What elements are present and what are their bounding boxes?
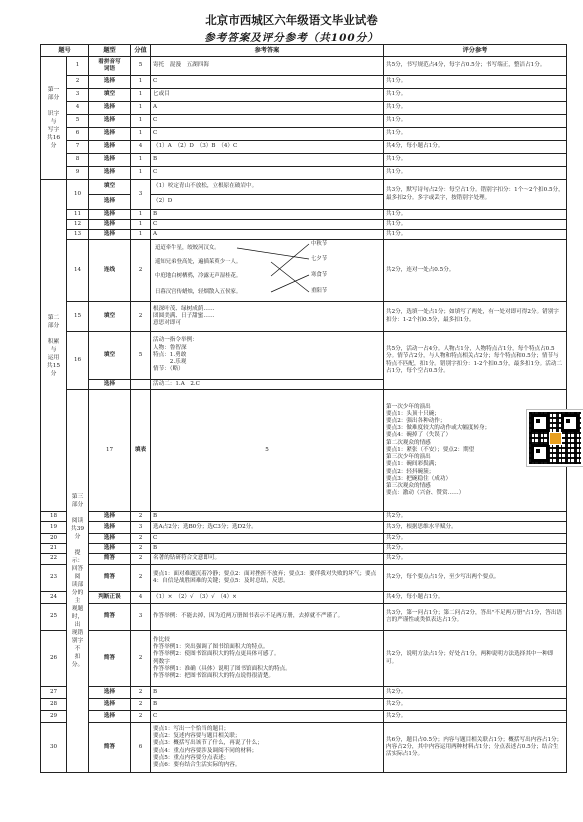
question-score: 2 [131,302,151,332]
answer-cell: 根深叶茂、绿树成荫…… 团圆美满、日子甜蜜…… 意思对即可 [151,302,384,332]
criteria-cell: 共2分。 [384,534,567,544]
question-number: 2 [67,76,89,89]
table-row [41,512,567,522]
question-type: 选择 [89,154,131,167]
question-type: 简答 [89,565,131,592]
question-number: 28 [41,699,67,711]
criteria-cell: 共3分，根据思维水平赋分。 [384,522,567,534]
answer-cell: B [151,687,384,699]
question-type: 看拼音写 词语 [89,57,131,76]
answer-cell: B [151,699,384,711]
question-score: 5 [151,390,384,512]
header-answer: 参考答案 [151,45,384,57]
question-score: 2 [131,534,151,544]
table-row [41,128,567,141]
answer-cell: （1）咬定青山不放松，立根原在破岩中。 [151,180,384,195]
answer-cell: B [151,154,384,167]
criteria-cell: 共2分，连对一处占0.5分。 [384,240,567,302]
criteria-cell: 共1分。 [384,115,567,128]
question-type: 填表 [131,390,151,512]
criteria-cell: 共4分，每小题占1分。 [384,141,567,154]
question-score: 3 [131,604,151,631]
question-number: 15 [67,302,89,332]
criteria-cell: 共2分。 [384,699,567,711]
question-number: 29 [41,711,67,723]
matching-diagram [153,241,343,301]
question-type: 选择 [89,76,131,89]
table-row [41,554,567,565]
criteria-cell: 共1分。 [384,76,567,89]
qr-code[interactable] [527,410,583,466]
question-score: 3 [131,180,151,210]
question-type: 选择 [89,195,131,210]
table-row [41,687,567,699]
question-type: 选择 [89,699,131,711]
question-score: 4 [131,592,151,604]
question-score: 2 [131,240,151,302]
table-row [41,534,567,544]
criteria-cell: 共2分，选填一处占1分；如填写了两处，有一处对即可得2分。错别字扣分：1-2个扣0.5分，最多扣1分。 [384,302,567,332]
criteria-cell: 共2分。 [384,711,567,723]
question-type: 选择 [89,512,131,522]
question-type: 选择 [89,220,131,230]
criteria-cell: 共1分。 [384,167,567,180]
answer-cell: 第一次少年的演出 要点1：头顶十只碗； 要点2：强出各种动作； 要点3：做难度较大的动作或大幅度转身； 要点4：碗掉了（失误了） 第二次观众的情感 要点1：紧张（不安）；要点2：期望 第三次少年的演出 要点1：碗间彩鬓满； 要点2：轻抖碗簇； 要点3：把碗稳住（成功） 第三次观众的情感 要点：激动（兴奋、赞赏……） [384,390,567,512]
criteria-cell: 共1分。 [384,128,567,141]
question-score: 2 [131,711,151,723]
section-label: 第一 部分 识字 与 写字 共16 分 [41,57,67,180]
table-row [41,592,567,604]
table-row [41,302,567,332]
question-number: 16 [67,332,89,390]
answer-cell: C [151,115,384,128]
question-type: 选择 [89,167,131,180]
criteria-cell: 共3分，默写诗句占2分：每空占1分。错别字扣分：1个～2个扣0.5分，最多扣2分。多字或丢字，按错别字处理。 [384,180,567,210]
criteria-cell: 共1分。 [384,102,567,115]
criteria-cell: 共5分，书写规范占4分，每字占0.5分；书写端正，整洁占1分。 [384,57,567,76]
section-label: 第三 部分 阅读 共39 分 提示： 回答阅 读部 分的主 观题 时，出 现错 别字不 扣分。 [67,390,89,773]
criteria-cell: 共1分。 [384,89,567,102]
question-type: 选择 [89,141,131,154]
question-number: 12 [67,220,89,230]
table-row [41,154,567,167]
festival-label: 中秋节 [311,240,328,247]
question-number: 27 [41,687,67,699]
criteria-cell: 共1分。 [384,230,567,240]
question-score: 5 [131,57,151,76]
question-type: 选择 [89,711,131,723]
criteria-cell: 共2分，每个要点占1分，至少写出两个要点。 [384,565,567,592]
answer-cell: B [151,544,384,554]
answer-cell: 选A占2分；选B0分；选C3分；选D2分。 [151,522,384,534]
table-row [41,604,567,631]
table-row [41,102,567,115]
question-score: 5 [131,332,151,380]
criteria-cell: 共3分，第一问占1分；第二问占2分，答出"不足两万册"占1分，答出语言的严谨性或类似表达占1分。 [384,604,567,631]
answer-cell: 匕或目 [151,89,384,102]
criteria-cell: 共2分。 [384,512,567,522]
question-score: 2 [131,554,151,565]
question-number: 13 [67,230,89,240]
criteria-cell: 共1分。 [384,154,567,167]
table-header-row [41,45,567,57]
question-type: 简答 [89,554,131,565]
table-row [41,180,567,195]
answer-cell: C [151,534,384,544]
answer-cell: 寄托 混漫 五湖四海 [151,57,384,76]
table-row [41,699,567,711]
question-score: 1 [131,76,151,89]
header-type: 题型 [89,45,131,57]
answer-cell: 活动一指令举例： 人物：鲁智深 特点：1.勇敢 2.乐观 情节：（略） [151,332,384,380]
table-row [41,167,567,180]
question-number: 6 [67,128,89,141]
answer-cell: 作比较 作答举例1：突出强调了图书馆面积大的特点。 作答举例2：使图书馆面积大的特点更具体可感了。 列数字 作答举例1：准确（具体）说明了图书馆面积大的特点。 作答举例2：把图书馆面积大的特点说得很清楚。 [151,631,384,687]
question-score: 2 [131,631,151,687]
question-number: 1 [67,57,89,76]
question-type: 选择 [89,230,131,240]
question-number: 24 [41,592,67,604]
question-number: 5 [67,115,89,128]
question-score: 2 [131,699,151,711]
table-row [41,332,567,380]
criteria-cell: 共1分。 [384,220,567,230]
question-number: 14 [67,240,89,302]
answer-cell: A [151,230,384,240]
criteria-cell: 共5分，活动一占4分。人物占1分，人物特点占1分，每个特点占0.5分。情节占2分，与人物和特点相关占2分；每个特点和0.5分；情节与特点不匹配，扣1分。错别字扣分：1-2个扣0.5分，最多扣1分。活动二占1分，每个空占0.5分。 [384,332,567,390]
question-number: 7 [67,141,89,154]
festival-label: 七夕节 [311,255,328,262]
answer-cell: C [151,220,384,230]
question-score: 1 [131,154,151,167]
table-row [41,565,567,592]
question-score: 2 [131,544,151,554]
question-number: 19 [41,522,67,534]
question-type: 填空 [89,302,131,332]
question-type: 选择 [89,544,131,554]
festival-label: 重阳节 [311,287,328,294]
question-type: 选择 [89,534,131,544]
table-row [41,57,567,76]
question-type: 填空 [89,180,131,195]
table-row [41,210,567,220]
table-row [41,76,567,89]
qr-logo-icon [549,432,562,445]
answer-cell: B [151,512,384,522]
question-number: 20 [41,534,67,544]
question-type: 选择 [89,115,131,128]
question-number: 17 [89,390,131,512]
table-row [41,723,567,773]
criteria-cell: 共4分，每小题占1分。 [384,592,567,604]
answer-cell: C [151,167,384,180]
question-type: 选择 [89,380,131,390]
answer-cell: C [151,711,384,723]
question-type: 简答 [89,604,131,631]
header-num: 题号 [41,45,89,57]
criteria-cell: 共2分。 [384,554,567,565]
answer-cell: （2）D [151,195,384,210]
question-number: 4 [67,102,89,115]
question-number: 3 [67,89,89,102]
question-score: 1 [131,89,151,102]
question-number: 26 [41,631,67,687]
question-type: 选择 [89,128,131,141]
question-number: 23 [41,565,67,592]
table-row [41,141,567,154]
criteria-cell: 共2分。 [384,687,567,699]
criteria-cell: 共1分。 [384,210,567,220]
document-title: 北京市西城区六年级语文毕业试卷 [205,13,378,27]
question-type: 选择 [89,102,131,115]
document-subtitle: 参考答案及评分参考（共100分） [204,32,379,44]
table-row [41,390,567,512]
table-row [41,631,567,687]
question-type: 简答 [89,723,131,773]
table-row [41,230,567,240]
question-score: 3 [131,522,151,534]
answer-cell: 作答举例：不能去掉，因为近两万册图书表示不足两万册，去掉就不严谨了。 [151,604,384,631]
question-score: 2 [131,512,151,522]
criteria-cell: 共2分，说明方法占1分；好处占1分，两种说明方法选择其中一种即可。 [384,631,567,687]
answer-cell: C [151,76,384,89]
poem-line: 迢迢牵牛星，皎皎河汉女。 [155,244,220,251]
question-score: 1 [131,210,151,220]
matching-lines [153,241,343,301]
question-type: 简答 [89,631,131,687]
question-type: 填空 [89,332,131,380]
answer-cell: C [151,128,384,141]
question-number: 18 [41,512,67,522]
table-row [41,89,567,102]
answer-cell: 要点1：写出一个恰当的题目； 要点2：复述内容要与题目相关联； 要点3：概括写出该节了什么，再说了什么； 要点4：重点内容要涉及调阅不同的材料； 要点5：重点内容要分点表述； 要点6：要有结合生活实际的内容。 [151,723,384,773]
question-score [131,380,151,390]
answer-cell: A [151,102,384,115]
answer-cell: 要点1：面对难题沉着冷静；要点2：面对挫折不放弃；要点3：要伴我对失败的坏气；要点4：自信是战胜困难的关键；要点5：及时总结，反思。 [151,565,384,592]
question-number: 21 [41,544,67,554]
question-number: 25 [41,604,67,631]
answer-cell: 名著的钻研符合文意即可。 [151,554,384,565]
question-score: 1 [131,128,151,141]
table-row [41,220,567,230]
answer-table [40,44,567,773]
question-number: 11 [67,210,89,220]
table-row [41,522,567,534]
criteria-cell: 共2分。 [384,544,567,554]
section-label: 第二 部分 积累 与 运用 共15 分 [41,180,67,512]
criteria-cell: 共6分，题目占0.5分；内容与题目相关联占1分；概括写出内容占1分；内容占2分，其中内容运用两种材料占1分；分点表述占0.5分；结合生活实际占1分。 [384,723,567,773]
header-criteria: 评分参考 [384,45,567,57]
poem-line: 中庭地白树栖鸦，冷露无声湿桂花。 [155,272,242,279]
festival-label: 寒食节 [311,271,328,278]
answer-cell: （1）× （2）√ （3）√ （4）× [151,592,384,604]
question-score: 1 [131,220,151,230]
question-type: 填空 [89,89,131,102]
question-score: 1 [131,167,151,180]
question-type: 选择 [89,210,131,220]
poem-line: 遥知兄弟登高处，遍插茱萸少一人。 [155,258,242,265]
question-number: 30 [41,723,67,773]
question-score: 4 [131,141,151,154]
question-score: 2 [131,565,151,592]
question-number: 8 [67,154,89,167]
question-score: 1 [131,115,151,128]
question-type: 判断正误 [89,592,131,604]
table-row [41,115,567,128]
question-type: 选择 [89,522,131,534]
header-score: 分值 [131,45,151,57]
table-row [41,544,567,554]
answer-cell: （1）A （2）D （3）B （4）C [151,141,384,154]
answer-cell: 活动二：1.A 2.C [151,380,384,390]
question-score: 1 [131,230,151,240]
question-type: 选择 [89,687,131,699]
question-type: 连线 [89,240,131,302]
question-number: 10 [67,180,89,210]
table-row [41,711,567,723]
question-number: 22 [41,554,67,565]
answer-cell: B [151,210,384,220]
table-row [41,240,567,302]
question-score: 6 [131,723,151,773]
question-number: 9 [67,167,89,180]
poem-line: 日暮汉宫传蜡烛，轻烟散入五侯家。 [155,288,242,295]
question-score: 1 [131,102,151,115]
question-score: 2 [131,687,151,699]
answer-cell [151,240,384,302]
